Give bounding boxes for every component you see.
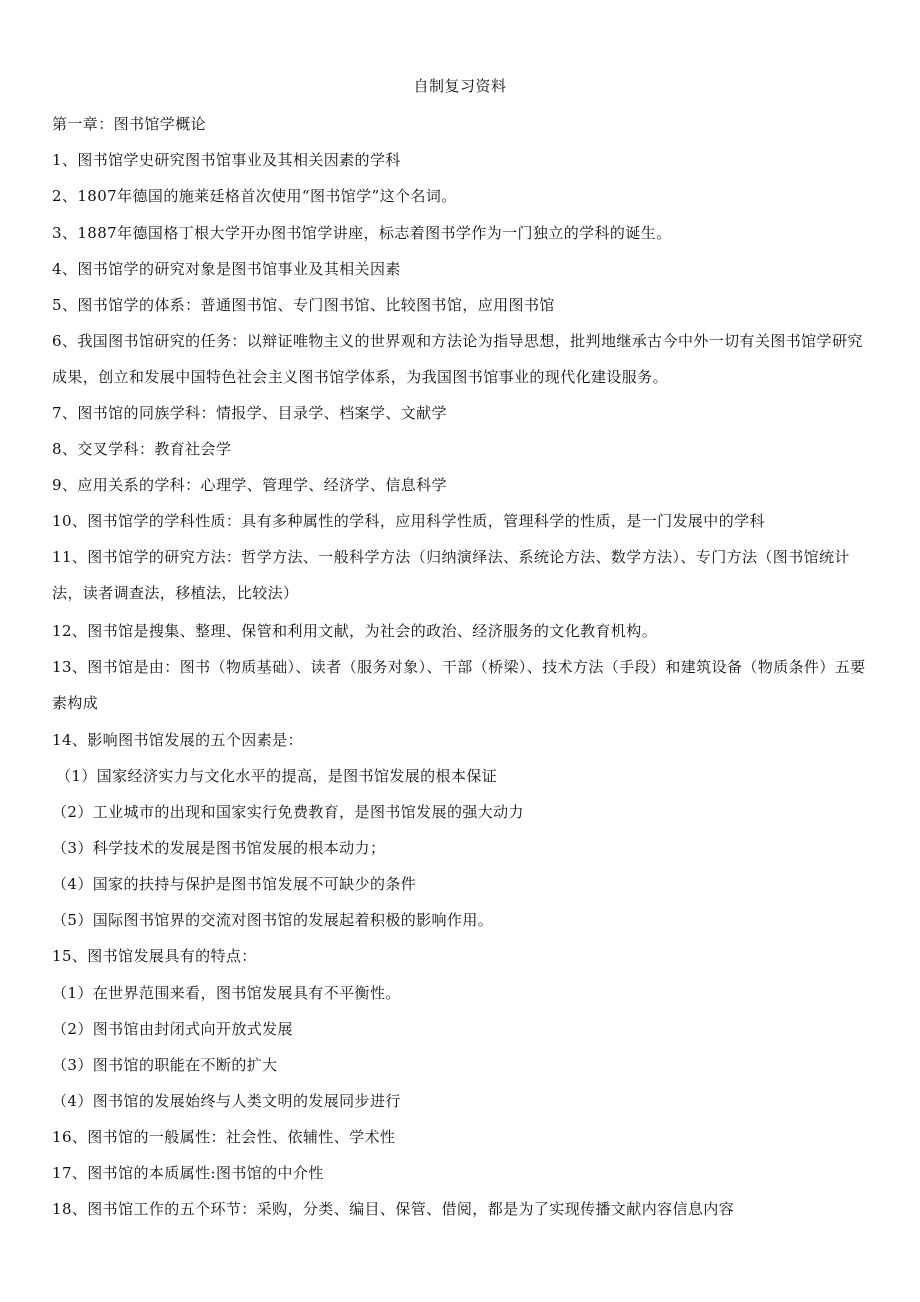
sub-item: （5）国际图书馆界的交流对图书馆的发展起着积极的影响作用。 bbox=[52, 911, 494, 929]
text-line: 4、图书馆学的研究对象是图书馆事业及其相关因素 bbox=[52, 260, 401, 278]
sub-item: （2）图书馆由封闭式向开放式发展 bbox=[52, 1020, 293, 1038]
document-title: 自制复习资料 bbox=[413, 77, 507, 95]
text-paragraph: 11、图书馆学的研究方法：哲学方法、一般科学方法（归纳演绎法、系统论方法、数学方法）、专门方法（图书馆统计法，读者调查法，移植法，比较法） bbox=[52, 548, 850, 602]
sub-item: （1）在世界范围来看，图书馆发展具有不平衡性。 bbox=[52, 984, 401, 1002]
sub-item: （2）工业城市的出现和国家实行免费教育，是图书馆发展的强大动力 bbox=[52, 803, 524, 821]
text-paragraph: 6、我国图书馆研究的任务：以辩证唯物主义的世界观和方法论为指导思想，批判地继承古今中外一切有关图书馆学研究成果，创立和发展中国特色社会主义图书馆学体系，为我国图书馆事业的现代化建设服务。 bbox=[52, 332, 863, 386]
text-line: 2、1807年德国的施莱廷格首次使用“图书馆学”这个名词。 bbox=[52, 187, 457, 205]
sub-item: （3）科学技术的发展是图书馆发展的根本动力； bbox=[52, 839, 386, 857]
text-line: 14、影响图书馆发展的五个因素是： bbox=[52, 731, 303, 749]
text-line: 1、图书馆学史研究图书馆事业及其相关因素的学科 bbox=[52, 151, 401, 169]
text-line: 7、图书馆的同族学科：情报学、目录学、档案学、文献学 bbox=[52, 404, 447, 422]
sub-item: （4）国家的扶持与保护是图书馆发展不可缺少的条件 bbox=[52, 875, 417, 893]
text-paragraph: 13、图书馆是由：图书（物质基础）、读者（服务对象）、干部（桥梁）、技术方法（手段）和建筑设备（物质条件）五要素构成 bbox=[52, 658, 866, 712]
sub-item: （4）图书馆的发展始终与人类文明的发展同步进行 bbox=[52, 1092, 401, 1110]
text-line: 15、图书馆发展具有的特点： bbox=[52, 947, 257, 965]
text-line: 10、图书馆学的学科性质：具有多种属性的学科，应用科学性质，管理科学的性质，是一门发展中的学科 bbox=[52, 512, 765, 530]
chapter-heading: 第一章：图书馆学概论 bbox=[52, 115, 207, 133]
text-line: 8、交叉学科：教育社会学 bbox=[52, 440, 232, 458]
text-line: 12、图书馆是搜集、整理、保管和利用文献，为社会的政治、经济服务的文化教育机构。 bbox=[52, 622, 658, 640]
text-line: 9、应用关系的学科：心理学、管理学、经济学、信息科学 bbox=[52, 476, 447, 494]
text-line: 17、图书馆的本质属性:图书馆的中介性 bbox=[52, 1164, 324, 1182]
text-line: 18、图书馆工作的五个环节：采购，分类、编目、保管、借阅，都是为了实现传播文献内容信息内容 bbox=[52, 1200, 735, 1218]
text-line: 3、1887年德国格丁根大学开办图书馆学讲座，标志着图书学作为一门独立的学科的诞生。 bbox=[52, 224, 672, 242]
sub-item: （1）国家经济实力与文化水平的提高，是图书馆发展的根本保证 bbox=[56, 767, 498, 785]
text-line: 5、图书馆学的体系：普通图书馆、专门图书馆、比较图书馆，应用图书馆 bbox=[52, 296, 555, 314]
text-line: 16、图书馆的一般属性：社会性、依辅性、学术性 bbox=[52, 1128, 396, 1146]
sub-item: （3）图书馆的职能在不断的扩大 bbox=[52, 1056, 278, 1074]
